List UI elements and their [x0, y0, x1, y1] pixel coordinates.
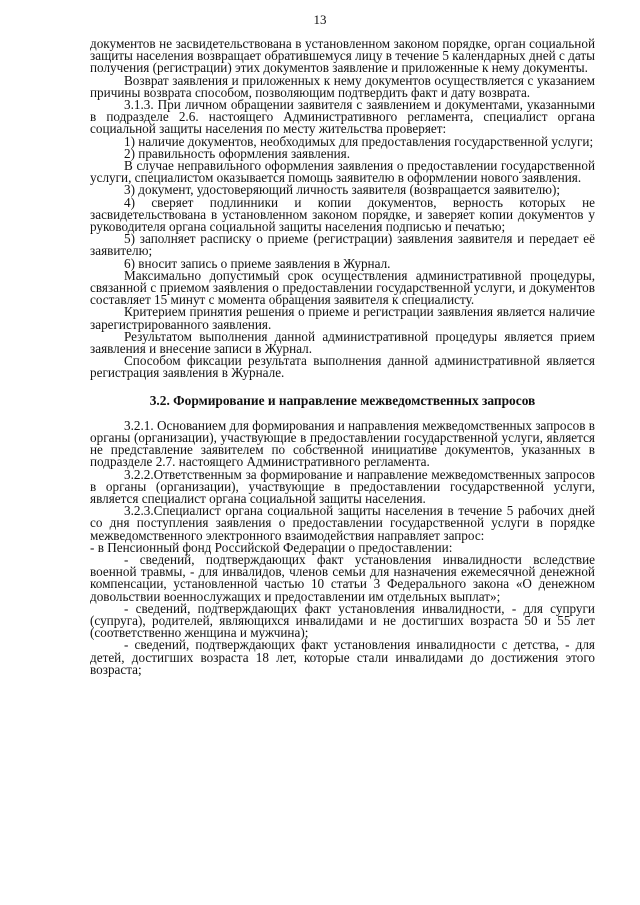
- paragraph: Максимально допустимый срок осуществления административной процедуры, связанной с приемом заявления о предоставлении государственной услуги, и документов составляет 15 минут с момента обращения заявителя к специалисту.: [90, 267, 595, 308]
- paragraph: В случае неправильного оформления заявления о предоставлении государственной услуги, специалистом оказывается помощь заявителю в оформлении нового заявления.: [90, 158, 595, 186]
- list-item: - в Пенсионный фонд Российской Федерации о предоставлении:: [90, 539, 453, 555]
- list-item: 6) вносит запись о приеме заявления в Журнал.: [124, 255, 391, 271]
- paragraph: 3.2.2.Ответственным за формирование и направление межведомственных запросов в органы (организации), участвующие в предоставлении государственной услуги, является специалист органа социальной защиты населения.: [90, 466, 595, 506]
- list-item: - сведений, подтверждающих факт установления инвалидности с детства, - для детей, достигших возраста 18 лет, которые стали инвалидами до достижения этого возраста;: [90, 637, 595, 677]
- paragraph: документов не засвидетельствована в установленном законом порядке, орган социальной защиты населения возвращает обратившемуся лицу в течение 5 календарных дней с даты получения (регистрации) этих документов заявление и приложенные к нему документы.: [90, 36, 595, 76]
- list-item: 3) документ, удостоверяющий личность заявителя (возвращается заявителю);: [124, 182, 561, 198]
- paragraph: Критерием принятия решения о приеме и регистрации заявления является наличие зарегистрированного заявления.: [90, 304, 595, 332]
- list-item: - сведений, подтверждающих факт установления инвалидности вследствие военной травмы, - для инвалидов, членов семьи для назначения ежемесячной денежной компенсации, установленной частью 10 статьи 3 Федерального закона «О денежном довольствии военнослужащих и предоставлении им отдельных выплат»;: [90, 551, 595, 604]
- page-number: 13: [313, 12, 327, 27]
- list-item: 5) заполняет расписку о приеме (регистрации) заявления заявителя и передает её заявителю;: [90, 231, 595, 259]
- document-body: [90, 38, 595, 676]
- paragraph: Возврат заявления и приложенных к нему документов осуществляется с указанием причины возврата способом, позволяющим подтвердить факт и дату возврата.: [90, 72, 595, 100]
- paragraph: 3.2.3.Специалист органа социальной защиты населения в течение 5 рабочих дней со дня поступления заявления о предоставлении государственной услуги в порядке межведомственного электронного взаимодействия направляет запрос:: [90, 503, 595, 543]
- paragraph: 3.2.1. Основанием для формирования и направления межведомственных запросов в органы (организации), участвующие в предоставлении государственной услуги, является не представление заявителем по собственной инициативе документов, указанных в подразделе 2.7. настоящего Административного регламента.: [90, 417, 595, 470]
- list-item: 1) наличие документов, необходимых для предоставления государственной услуги;: [124, 133, 594, 149]
- list-item: 2) правильность оформления заявления.: [124, 145, 351, 161]
- paragraph: Способом фиксации результата выполнения данной административной является регистрация заявления в Журнале.: [90, 353, 595, 381]
- list-item: 4) сверяет подлинники и копии документов, верность которых не засвидетельствована в установленном законом порядке, и заверяет копии документов у руководителя органа социальной защиты населения подписью и печатью;: [90, 194, 595, 235]
- section-heading: 3.2. Формирование и направление межведомственных запросов: [149, 392, 536, 408]
- list-item: - сведений, подтверждающих факт установления инвалидности, - для супруги (супруга), родителей, являющихся инвалидами и не достигших возраста 50 и 55 лет (соответственно женщина и мужчина);: [90, 600, 595, 641]
- paragraph: Результатом выполнения данной административной процедуры является прием заявления и внесение записи в Журнал.: [90, 328, 595, 357]
- paragraph: 3.1.3. При личном обращении заявителя с заявлением и документами, указанными в подразделе 2.6. настоящего Административного регламента, специалист органа социальной защиты населения по месту жительства проверяет:: [90, 97, 595, 137]
